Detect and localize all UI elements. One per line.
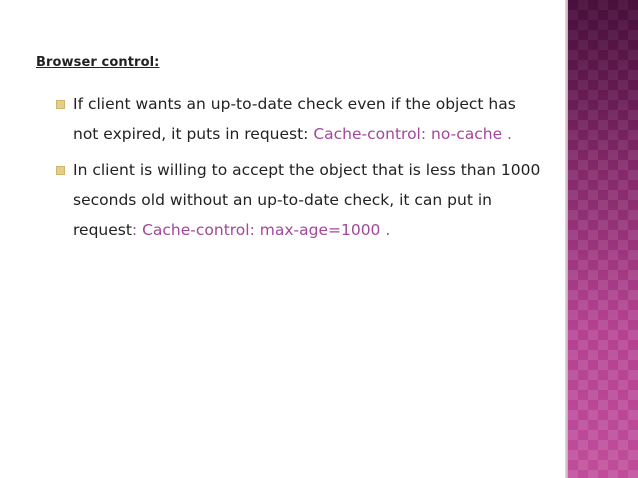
bullet-code: : Cache-control: max-age=1000 .	[131, 221, 391, 239]
bullet-item-maxage	[54, 155, 544, 245]
decorative-side-panel	[568, 0, 638, 478]
square-bullet-icon	[56, 100, 65, 109]
bullet-code: Cache-control: no-cache .	[313, 125, 512, 143]
bullet-item-nocache	[54, 89, 544, 149]
bullet-text: In client is willing to accept the object that is less than 1000 seconds old without an up-to-date check, it can put in request	[73, 161, 541, 239]
square-bullet-icon	[56, 166, 65, 175]
bullet-list	[54, 89, 544, 251]
bullet-text: If client wants an up-to-date check even if the object has not expired, it puts in request:	[73, 95, 516, 143]
slide-heading: Browser control:	[36, 55, 160, 70]
